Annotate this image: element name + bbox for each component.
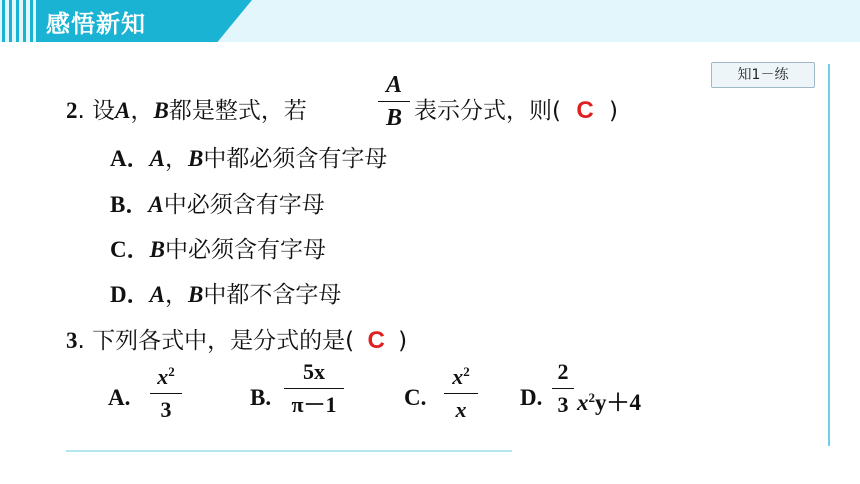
stem-text: . 下列各式中，是分式的是(: [77, 328, 355, 354]
fraction-bar: [284, 388, 344, 389]
q3-option-d-letter: D.: [520, 385, 543, 410]
fraction-numerator: 2: [557, 359, 569, 384]
option-text: 中都必须含有字母: [203, 146, 388, 172]
decorative-stripes: [0, 0, 36, 42]
right-divider: [828, 64, 830, 446]
stem-text: 表示分式，则(: [414, 98, 561, 124]
question-2-stem: [66, 97, 307, 125]
option-text: ，: [164, 282, 188, 308]
q3-option-c-fraction: [444, 359, 478, 423]
fraction-denominator: B: [385, 105, 402, 131]
option-text: ，: [164, 146, 188, 172]
option-letter: B．: [110, 192, 149, 217]
variable-x: x: [577, 390, 589, 415]
fraction-numerator: x: [452, 364, 464, 389]
option-c: [110, 236, 326, 264]
fraction-bar: [378, 101, 410, 102]
question-number: 2: [66, 98, 78, 123]
fraction-denominator: 3: [160, 397, 172, 422]
question-3-stem: [66, 327, 407, 355]
q3-option-a-letter: A.: [108, 385, 131, 410]
fraction-bar: [552, 388, 574, 389]
exponent: 2: [588, 390, 595, 405]
q3-option-c-letter: C.: [404, 385, 427, 410]
section-badge: 知1－练: [711, 62, 815, 88]
stem-text: . 设: [77, 98, 116, 124]
answer-mark: C: [576, 97, 594, 124]
page-title: 感悟新知: [46, 10, 146, 38]
fraction-numerator: 5x: [303, 359, 325, 384]
q3-option-a-fraction: [150, 359, 182, 423]
header-banner: [0, 0, 860, 42]
variable-b: B: [153, 98, 169, 123]
fraction-a-over-b: [378, 72, 410, 131]
q3-option-b-fraction: [284, 359, 344, 418]
option-text: 中必须含有字母: [164, 237, 326, 263]
q3-option-d-fraction: [552, 359, 574, 418]
variable-a: A: [115, 98, 131, 123]
option-var: A: [148, 192, 164, 217]
stem-text: 都是整式，若: [168, 98, 307, 124]
fraction-numerator: A: [385, 72, 402, 98]
option-text: 中都不含字母: [203, 282, 342, 308]
exponent: 2: [463, 364, 470, 379]
option-var: A: [149, 146, 165, 171]
option-letter: A．: [110, 146, 150, 171]
option-b: [110, 191, 325, 219]
option-letter: C．: [110, 237, 150, 262]
stem-text: ): [608, 98, 618, 124]
question-2-stem-end: [414, 97, 618, 125]
expression-tail: y＋4: [595, 390, 641, 415]
fraction-denominator: π－1: [291, 392, 337, 417]
option-var: B: [187, 282, 204, 307]
fraction-bar: [150, 393, 182, 394]
q3-option-d-tail: [577, 384, 641, 417]
option-var: B: [149, 237, 165, 262]
option-letter: D．: [110, 282, 150, 307]
answer-mark: C: [367, 327, 385, 354]
option-var: A: [149, 282, 165, 307]
stem-text: ，: [130, 98, 154, 124]
fraction-bar: [444, 393, 478, 394]
bottom-divider: [66, 450, 512, 452]
fraction-denominator: 3: [557, 392, 569, 417]
option-text: 中必须含有字母: [163, 192, 325, 218]
option-var: B: [187, 146, 204, 171]
q3-option-b-letter: B.: [250, 385, 272, 410]
exponent: 2: [168, 364, 175, 379]
fraction-denominator: x: [455, 397, 467, 422]
stem-text: ): [398, 328, 408, 354]
option-a: [110, 145, 387, 173]
fraction-numerator: x: [157, 364, 169, 389]
option-d: [110, 281, 341, 309]
question-number: 3: [66, 328, 78, 353]
